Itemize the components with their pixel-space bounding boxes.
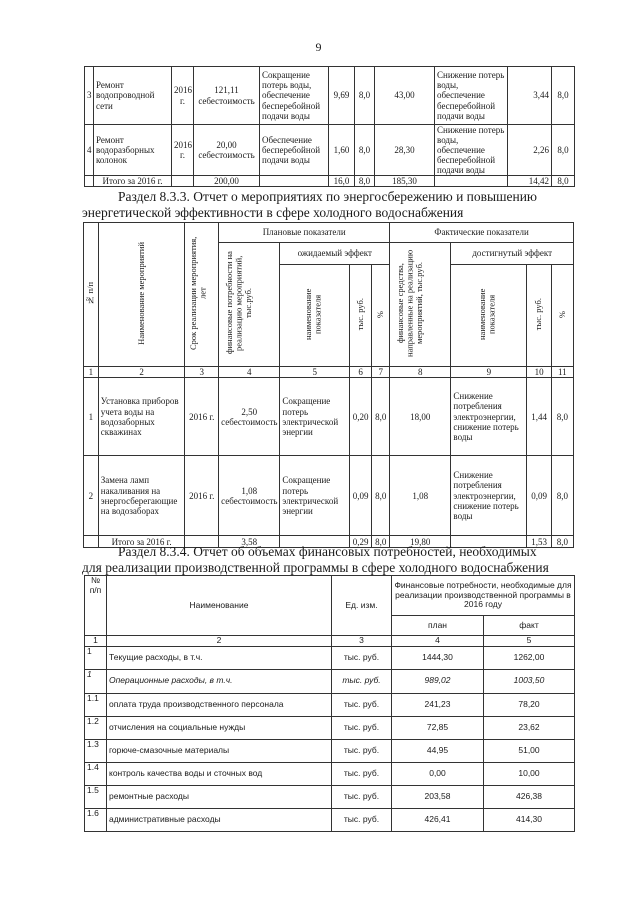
cell-name: Установка приборов учета воды на водозаборных скважинах <box>98 378 185 456</box>
cell-unit: тыс. руб. <box>332 716 392 739</box>
cell-plan: 989,02 <box>392 669 484 693</box>
cell-fact: 1262,00 <box>484 646 575 669</box>
cell-value: 2,26 <box>508 125 552 176</box>
table-row <box>85 67 575 125</box>
header-name: Наименование <box>107 576 332 636</box>
table-row <box>85 762 575 785</box>
cell-name: оплата труда производственного персонала <box>107 693 332 716</box>
header-thous: тыс. руб. <box>527 265 551 367</box>
page-number: 9 <box>315 40 322 54</box>
cell-unit: тыс. руб. <box>332 808 392 831</box>
cell-value: 14,42 <box>508 176 552 187</box>
header-fact: факт <box>484 616 575 636</box>
cell-fact: 10,00 <box>484 762 575 785</box>
cell-fact: 414,30 <box>484 808 575 831</box>
cell-value: 0,29 <box>350 536 372 548</box>
table-row <box>85 693 575 716</box>
cell-percent: 8,0 <box>355 125 375 176</box>
col-number: 4 <box>392 636 484 647</box>
cell-plan: 44,95 <box>392 739 484 762</box>
cell-year: 2016 г. <box>172 67 194 125</box>
header-pct: % <box>372 265 390 367</box>
heading-line: Раздел 8.3.3. Отчет о мероприятиях по энергосбережению и повышению <box>118 189 538 204</box>
header-actual: Фактические показатели <box>390 223 574 243</box>
cell-num: 1.6 <box>85 808 107 831</box>
cell-value: 9,69 <box>329 67 355 125</box>
cell-unit: тыс. руб. <box>332 785 392 808</box>
header-indicator: наименование показателя <box>451 265 527 367</box>
table-833 <box>83 222 574 548</box>
header-expected: ожидаемый эффект <box>280 243 390 265</box>
cell-fact: 1003,50 <box>484 669 575 693</box>
cell-year: 2016 г. <box>185 378 219 456</box>
column-numbers-row <box>85 636 575 647</box>
col-number: 6 <box>350 367 372 378</box>
cell-name: Текущие расходы, в т.ч. <box>107 646 332 669</box>
heading-line: энергетической эффективности в сфере холодного водоснабжения <box>82 205 464 220</box>
cell-plan: 203,58 <box>392 785 484 808</box>
cell-percent: 8,0 <box>372 456 390 536</box>
cell-value: 0,09 <box>527 456 551 536</box>
table-total-row <box>85 176 575 187</box>
cell-total-label: Итого за 2016 г. <box>98 536 185 548</box>
cell-num: 4 <box>85 125 94 176</box>
cell-effect: Сокращение потерь воды, обеспечение бесперебойной подачи воды <box>260 67 329 125</box>
col-number: 4 <box>219 367 280 378</box>
header-fin: Финансовые потребности, необходимые для реализации производственной программы в 2016 году <box>392 576 575 616</box>
table-row <box>85 808 575 831</box>
col-number: 3 <box>332 636 392 647</box>
cell-plan: 241,23 <box>392 693 484 716</box>
cell-percent: 8,0 <box>355 176 375 187</box>
cell-fact: 1,08 <box>390 456 451 536</box>
table-row <box>85 125 575 176</box>
cell-num: 1 <box>85 646 107 669</box>
column-numbers-row <box>84 367 574 378</box>
cell-effect: Сокращение потерь электрической энергии <box>280 378 350 456</box>
col-number: 5 <box>484 636 575 647</box>
cell-name: горюче-смазочные материалы <box>107 739 332 762</box>
cell-num: 1 <box>85 669 107 693</box>
cell-name: Ремонт водопроводной сети <box>94 67 172 125</box>
cell-unit: тыс. руб. <box>332 646 392 669</box>
cell-percent: 8,0 <box>551 536 573 548</box>
cell-fact-effect: Снижение потребления электроэнергии, снижение потерь воды <box>451 378 527 456</box>
table-row <box>85 646 575 669</box>
col-number: 2 <box>107 636 332 647</box>
cell-total-label: Итого за 2016 г. <box>94 176 172 187</box>
cell-fact-effect: Снижение потребления электроэнергии, снижение потерь воды <box>451 456 527 536</box>
col-number: 8 <box>390 367 451 378</box>
header-indicator: наименование показателя <box>280 265 350 367</box>
cell-num: 1.3 <box>85 739 107 762</box>
cell-fact: 28,30 <box>375 125 435 176</box>
header-thous: тыс. руб. <box>350 265 372 367</box>
cell-value: 1,53 <box>527 536 551 548</box>
cell-num: 1.4 <box>85 762 107 785</box>
header-fin-need: финансовые потребности на реализацию мероприятий, тыс.руб. <box>219 243 280 367</box>
col-number: 9 <box>451 367 527 378</box>
col-number: 1 <box>84 367 99 378</box>
cell-year: 2016 г. <box>172 125 194 176</box>
cell-percent: 8,0 <box>372 536 390 548</box>
cell-value: 3,44 <box>508 67 552 125</box>
cell-percent: 8,0 <box>551 378 573 456</box>
heading-line: для реализации производственной программы в сфере холодного водоснабжения <box>82 560 549 575</box>
cell-name: отчисления на социальные нужды <box>107 716 332 739</box>
cell-value: 1,60 <box>329 125 355 176</box>
cell-unit: тыс. руб. <box>332 669 392 693</box>
cell-fact: 51,00 <box>484 739 575 762</box>
cell-year: 2016 г. <box>185 456 219 536</box>
cell-fact-effect: Снижение потерь воды, обеспечение бесперебойной подачи воды <box>435 67 508 125</box>
header-planned: Плановые показатели <box>219 223 390 243</box>
table-row <box>85 739 575 762</box>
cell-effect: Обеспечение бесперебойной подачи воды <box>260 125 329 176</box>
cell-name: Замена ламп накаливания на энергосберегающие на водозаборах <box>98 456 185 536</box>
cell-value: 0,20 <box>350 378 372 456</box>
cell-fin: 121,11 себестоимость <box>194 67 260 125</box>
cell-fact: 185,30 <box>375 176 435 187</box>
section-834-heading <box>82 544 574 576</box>
cell-num: 1.1 <box>85 693 107 716</box>
cell-percent: 8,0 <box>355 67 375 125</box>
col-number: 3 <box>185 367 219 378</box>
col-number: 2 <box>98 367 185 378</box>
table-834 <box>84 575 575 832</box>
cell-num: 1.5 <box>85 785 107 808</box>
cell-plan: 1444,30 <box>392 646 484 669</box>
cell-plan: 72,85 <box>392 716 484 739</box>
col-number: 7 <box>372 367 390 378</box>
header-unit: Ед. изм. <box>332 576 392 636</box>
cell-plan: 426,41 <box>392 808 484 831</box>
heading-line: Раздел 8.3.4. Отчет об объемах финансовых потребностей, необходимых <box>118 544 537 559</box>
cell-value: 0,09 <box>350 456 372 536</box>
cell-percent: 8,0 <box>552 67 575 125</box>
cell-unit: тыс. руб. <box>332 693 392 716</box>
cell-name: Ремонт водоразборных колонок <box>94 125 172 176</box>
cell-num: 3 <box>85 67 94 125</box>
table-continuation <box>84 66 575 187</box>
cell-fact: 19,80 <box>390 536 451 548</box>
header-num: № п/п <box>84 223 99 367</box>
cell-fact: 43,00 <box>375 67 435 125</box>
cell-fin: 200,00 <box>194 176 260 187</box>
cell-fact: 23,62 <box>484 716 575 739</box>
header-pct: % <box>551 265 573 367</box>
cell-fin: 1,08 себестоимость <box>219 456 280 536</box>
cell-percent: 8,0 <box>552 176 575 187</box>
cell-name: контроль качества воды и сточных вод <box>107 762 332 785</box>
col-number: 1 <box>85 636 107 647</box>
cell-name: Операционные расходы, в т.ч. <box>107 669 332 693</box>
cell-unit: тыс. руб. <box>332 739 392 762</box>
cell-fin: 3,58 <box>219 536 280 548</box>
cell-fact: 78,20 <box>484 693 575 716</box>
col-number: 10 <box>527 367 551 378</box>
header-term: Срок реализации мероприятия, лет <box>185 223 219 367</box>
cell-effect: Сокращение потерь электрической энергии <box>280 456 350 536</box>
cell-num: 2 <box>84 456 99 536</box>
cell-num: 1 <box>84 378 99 456</box>
header-name: Наименование мероприятий <box>98 223 185 367</box>
col-number: 5 <box>280 367 350 378</box>
cell-fact: 18,00 <box>390 378 451 456</box>
cell-name: ремонтные расходы <box>107 785 332 808</box>
cell-fin: 20,00 себестоимость <box>194 125 260 176</box>
cell-plan: 0,00 <box>392 762 484 785</box>
col-number: 11 <box>551 367 573 378</box>
cell-num: 1.2 <box>85 716 107 739</box>
cell-percent: 8,0 <box>552 125 575 176</box>
cell-fin: 2,50 себестоимость <box>219 378 280 456</box>
cell-name: административные расходы <box>107 808 332 831</box>
section-833-heading <box>82 189 574 221</box>
header-plan: план <box>392 616 484 636</box>
cell-fact-effect: Снижение потерь воды, обеспечение бесперебойной подачи воды <box>435 125 508 176</box>
cell-percent: 8,0 <box>551 456 573 536</box>
header-num: № п/п <box>85 576 107 636</box>
header-achieved: достигнутый эффект <box>451 243 574 265</box>
cell-unit: тыс. руб. <box>332 762 392 785</box>
table-row <box>85 716 575 739</box>
table-row <box>85 669 575 693</box>
table-row <box>84 378 574 456</box>
table-row <box>84 456 574 536</box>
cell-value: 16,0 <box>329 176 355 187</box>
header-fin-fact: финансовые средства, направленные на реализацию мероприятий, тыс.руб. <box>390 243 451 367</box>
cell-percent: 8,0 <box>372 378 390 456</box>
cell-value: 1,44 <box>527 378 551 456</box>
cell-fact: 426,38 <box>484 785 575 808</box>
table-row <box>85 785 575 808</box>
